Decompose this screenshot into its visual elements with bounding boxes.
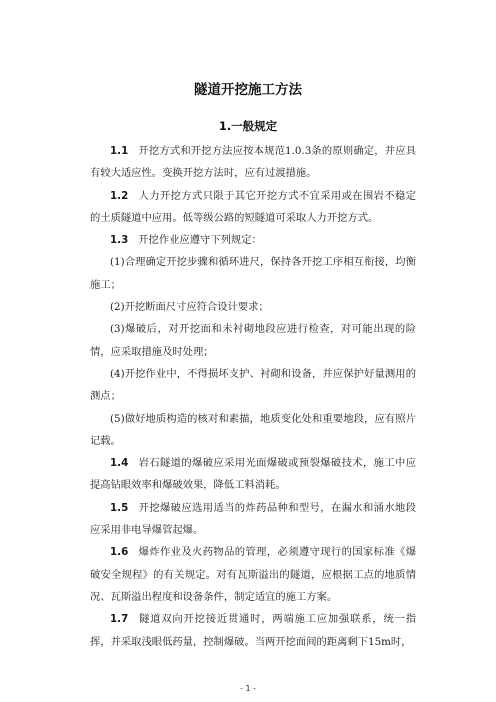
document-body	[90, 140, 416, 653]
page-number: - 1 -	[240, 684, 256, 693]
paragraph-text: (2)开挖断面尺寸应符合设计要求；	[110, 301, 269, 314]
clause-number: 1.5	[110, 501, 129, 514]
paragraph-text: (4)开挖作业中，不得损坏支护、衬砌和设备，并应保护好量测用的测点；	[90, 367, 416, 403]
clause-number: 1.1	[110, 145, 129, 157]
paragraph-text: (5)做好地质构造的核对和素描，地质变化处和重要地段，应有照片记载。	[90, 412, 416, 447]
section-heading: 1.一般规定	[218, 119, 278, 133]
paragraph-text: (1)合理确定开挖步骤和循环进尺，保持各开挖工序相互衔接，均衡施工；	[90, 256, 416, 291]
paragraph-text: 开挖方式和开挖方法应按本规范1.0.3条的原则确定，并应具有较大适应性。变换开挖方法时，应有过渡措施。	[90, 145, 416, 180]
paragraph	[90, 229, 416, 251]
list-item	[90, 251, 416, 296]
list-item	[90, 363, 416, 408]
paragraph	[90, 452, 416, 497]
clause-number: 1.6	[110, 546, 129, 559]
list-item	[90, 296, 416, 318]
list-item	[90, 408, 416, 453]
list-item	[90, 318, 416, 363]
paragraph	[90, 541, 416, 608]
clause-number: 1.3	[110, 234, 129, 247]
paragraph	[90, 608, 416, 653]
clause-number: 1.7	[110, 613, 129, 626]
clause-number: 1.4	[110, 457, 129, 470]
clause-number: 1.2	[110, 189, 129, 202]
paragraph-text: 岩石隧道的爆破应采用光面爆破或预裂爆破技术，施工中应提高钻眼效率和爆破效果，降低工料消耗。	[90, 457, 416, 492]
document-title: 隧道开挖施工方法	[194, 82, 302, 98]
paragraph-text: 爆炸作业及火药物品的管理，必须遵守现行的国家标准《爆破安全规程》的有关规定。对有瓦斯溢出的隧道，应根据工点的地质情况、瓦斯溢出程度和设备条件，制定适宜的施工方案。	[90, 546, 416, 603]
paragraph	[90, 497, 416, 542]
paragraph-text: (3)爆破后，对开挖面和未衬砌地段应进行检查，对可能出现的险情，应采取措施及时处理；	[90, 323, 416, 358]
paragraph	[90, 140, 416, 185]
paragraph	[90, 185, 416, 230]
paragraph-text: 开挖作业应遵守下列规定：	[138, 234, 262, 247]
paragraph-text: 开挖爆破应选用适当的炸药品种和型号，在漏水和涌水地段应采用非电导爆管起爆。	[90, 501, 416, 537]
paragraph-text: 隧道双向开挖接近贯通时，两端施工应加强联系，统一指挥，并采取浅眼低药量，控制爆破。当两开挖面间的距离剩下15m时，	[90, 613, 416, 648]
paragraph-text: 人力开挖方式只限于其它开挖方式不宜采用或在围岩不稳定的土质隧道中应用。低等级公路的短隧道可采取人力开挖方式。	[90, 189, 416, 224]
